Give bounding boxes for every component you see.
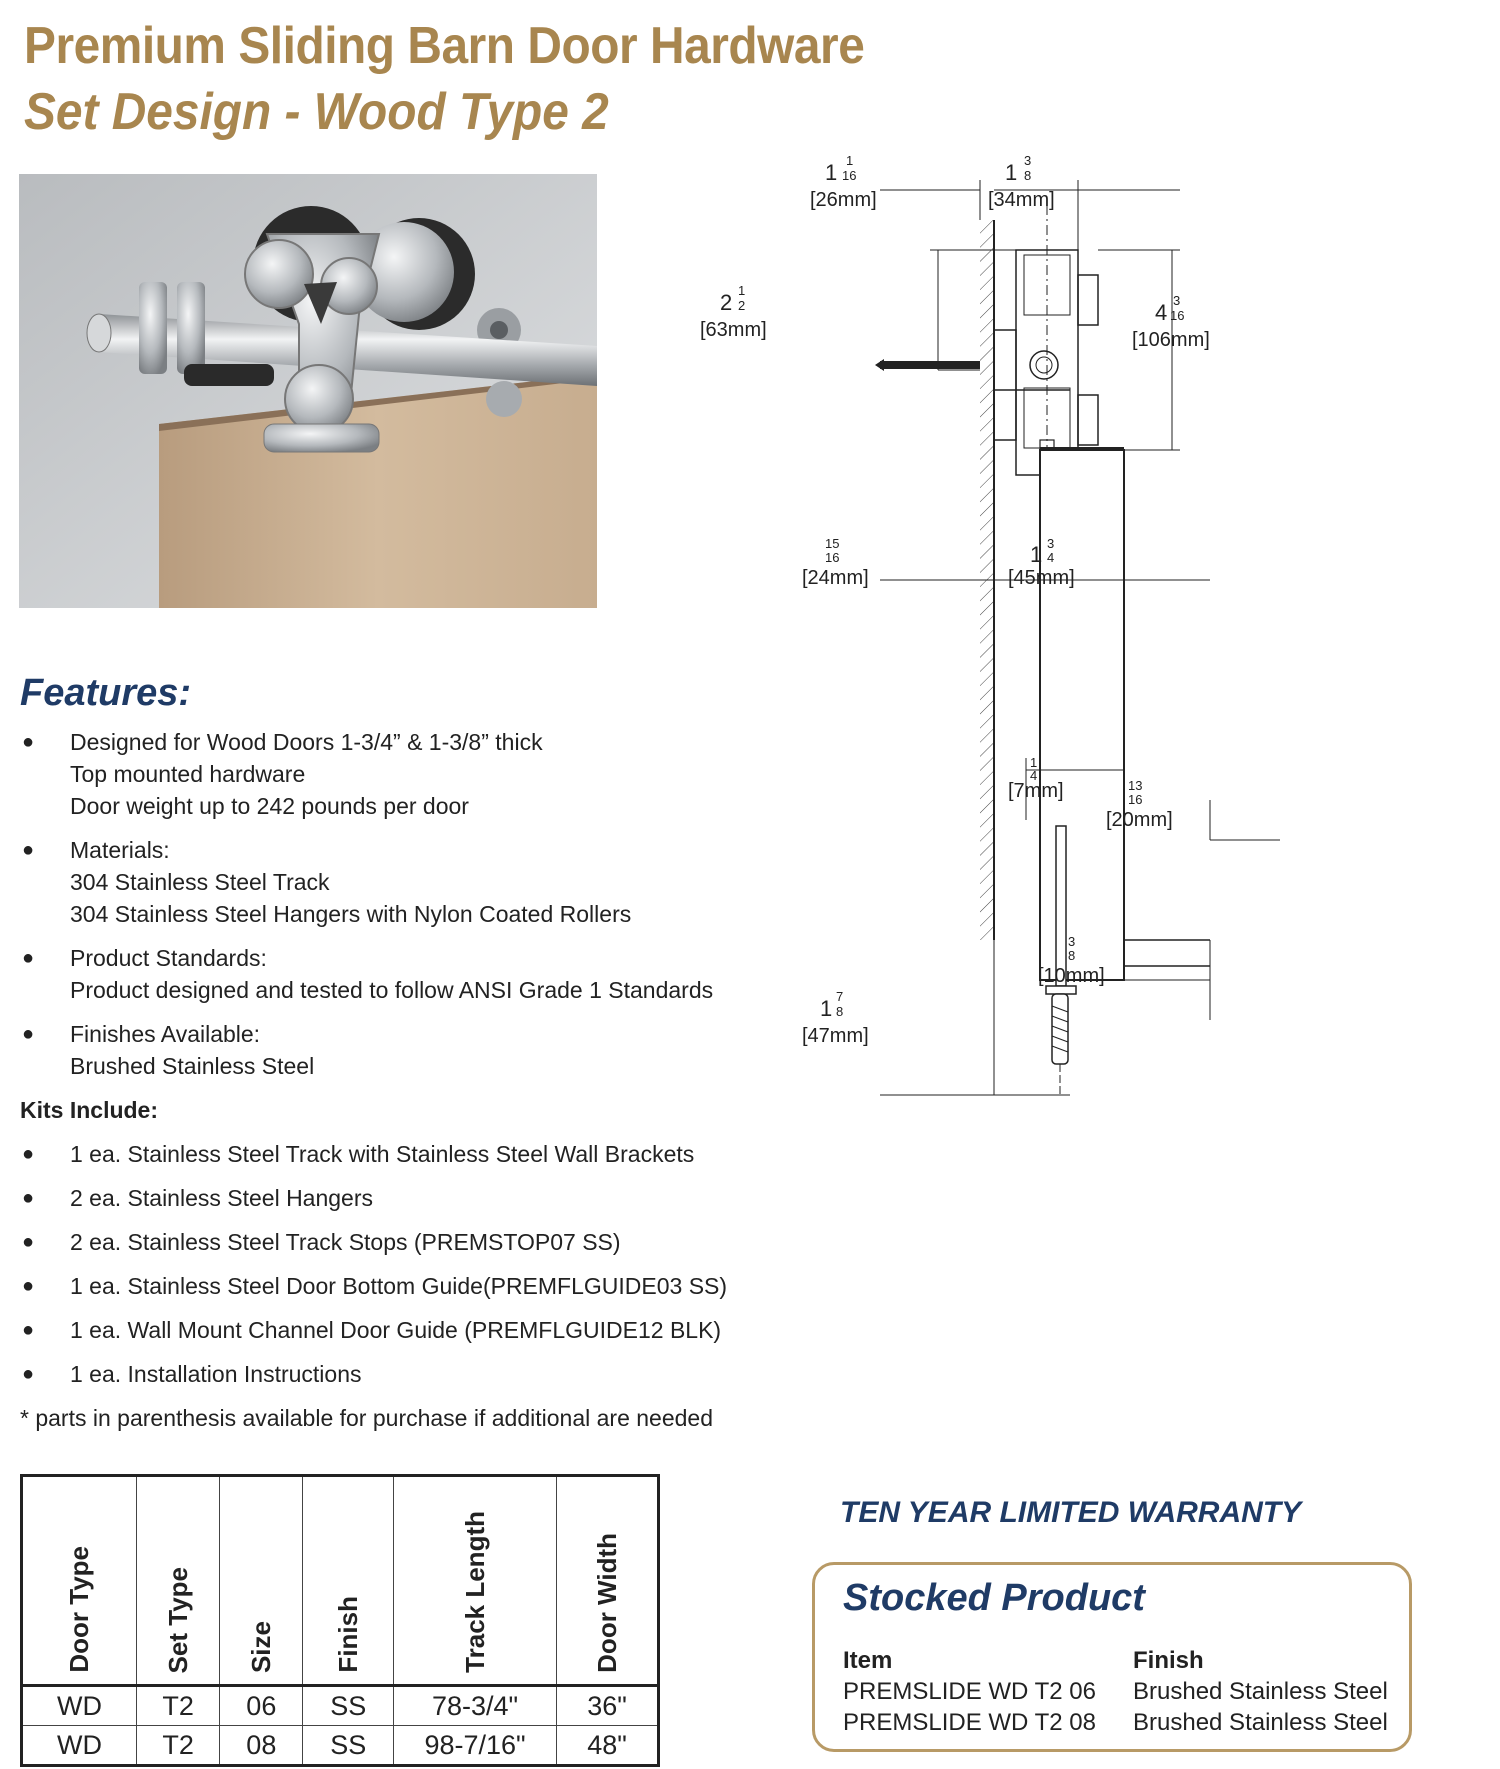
bullet-icon: ● (22, 1023, 35, 1045)
dim-hanger-height-text (1120, 290, 1240, 360)
bullet-icon: ● (22, 731, 35, 753)
bullet-icon: ● (22, 1363, 35, 1385)
svg-text:4: 4 (1047, 550, 1055, 565)
col-header-finish: Finish (303, 1476, 394, 1686)
svg-text:13: 13 (1128, 778, 1143, 793)
bullet-icon: ● (22, 1143, 35, 1165)
list-item: PREMSLIDE WD T2 08 Brushed Stainless Steel (843, 1709, 1388, 1736)
svg-text:[45mm]: [45mm] (1008, 567, 1075, 589)
bullet-icon: ● (22, 1275, 35, 1297)
svg-text:2: 2 (738, 298, 746, 313)
col-header-finish: Finish (1133, 1647, 1204, 1674)
svg-text:[24mm]: [24mm] (802, 567, 869, 589)
svg-text:[47mm]: [47mm] (802, 1025, 869, 1047)
svg-text:16: 16 (1128, 792, 1143, 807)
svg-text:3: 3 (1024, 153, 1032, 168)
svg-text:[63mm]: [63mm] (700, 319, 767, 341)
dim-wall-gap (802, 536, 869, 589)
svg-text:1: 1 (738, 283, 746, 298)
svg-text:1: 1 (825, 160, 838, 185)
svg-text:[10mm]: [10mm] (1038, 965, 1105, 987)
dim-mount-height (700, 283, 767, 341)
page-title: Premium Sliding Barn Door Hardware (24, 17, 865, 75)
svg-text:4: 4 (1155, 300, 1168, 325)
svg-text:[106mm]: [106mm] (1132, 329, 1210, 351)
svg-text:1: 1 (846, 153, 854, 168)
page-subtitle: Set Design - Wood Type 2 (24, 83, 609, 141)
spec-table (20, 1474, 660, 1767)
kit-item: ● 1 ea. Stainless Steel Door Bottom Guide(PREMFLGUIDE03 SS) (20, 1270, 740, 1302)
features-heading: Features: (20, 672, 192, 714)
svg-text:16: 16 (825, 550, 840, 565)
svg-text:1: 1 (1030, 755, 1038, 770)
svg-text:1: 1 (1030, 542, 1043, 567)
stocked-heading: Stocked Product (843, 1577, 1145, 1619)
col-header-item: Item (843, 1647, 893, 1674)
bullet-icon: ● (22, 947, 35, 969)
dim-top-left (810, 153, 877, 211)
svg-text:[20mm]: [20mm] (1106, 809, 1173, 831)
col-header-door-type: Door Type (22, 1476, 137, 1686)
table-row: WD T2 06 SS 78-3/4" 36" (22, 1686, 659, 1726)
kit-item: ● 1 ea. Wall Mount Channel Door Guide (PREMFLGUIDE12 BLK) (20, 1314, 740, 1346)
kit-item: ● 1 ea. Stainless Steel Track with Stainless Steel Wall Brackets (20, 1138, 740, 1170)
svg-text:2: 2 (720, 290, 733, 315)
stocked-product-box (812, 1562, 1412, 1752)
feature-item: ● Product Standards: Product designed and tested to follow ANSI Grade 1 Standards (20, 942, 740, 1006)
col-header-track-length: Track Length (394, 1476, 557, 1686)
feature-item: ● Finishes Available: Brushed Stainless Steel (20, 1018, 740, 1082)
svg-text:1: 1 (820, 996, 833, 1021)
svg-text:3: 3 (1047, 536, 1055, 551)
svg-text:16: 16 (1170, 308, 1185, 323)
col-header-door-width: Door Width (557, 1476, 659, 1686)
svg-text:[26mm]: [26mm] (810, 189, 877, 211)
kit-item: ● 1 ea. Installation Instructions (20, 1358, 740, 1390)
warranty-text: TEN YEAR LIMITED WARRANTY (840, 1496, 1302, 1529)
kit-item: ● 2 ea. Stainless Steel Hangers (20, 1182, 740, 1214)
list-item: PREMSLIDE WD T2 06 Brushed Stainless Steel (843, 1678, 1388, 1705)
dim-top-right (988, 153, 1055, 211)
svg-text:3: 3 (1173, 293, 1181, 308)
svg-text:4: 4 (1030, 768, 1038, 783)
parts-note: * parts in parenthesis available for purchase if additional are needed (20, 1405, 713, 1431)
table-row: WD T2 08 SS 98-7/16" 48" (22, 1726, 659, 1766)
features-list (20, 726, 740, 1434)
product-photo (19, 174, 597, 608)
svg-text:8: 8 (836, 1004, 844, 1019)
svg-text:3: 3 (1068, 934, 1076, 949)
kit-item: ● 2 ea. Stainless Steel Track Stops (PREMSTOP07 SS) (20, 1226, 740, 1258)
feature-item: ● Materials: 304 Stainless Steel Track 304 Stainless Steel Hangers with Nylon Coated Rollers (20, 834, 740, 930)
svg-text:8: 8 (1068, 948, 1076, 963)
feature-item: ● Designed for Wood Doors 1-3/4” & 1-3/8” thick Top mounted hardware Door weight up to 242 pounds per door (20, 726, 740, 822)
bullet-icon: ● (22, 839, 35, 861)
bullet-icon: ● (22, 1187, 35, 1209)
bullet-icon: ● (22, 1319, 35, 1341)
dimension-drawing (700, 150, 1360, 1110)
svg-text:[34mm]: [34mm] (988, 189, 1055, 211)
bullet-icon: ● (22, 1231, 35, 1253)
dim-bottom (802, 989, 869, 1047)
col-header-set-type: Set Type (137, 1476, 220, 1686)
svg-text:7: 7 (836, 989, 844, 1004)
col-header-size: Size (220, 1476, 303, 1686)
kits-heading: Kits Include: (20, 1097, 159, 1123)
svg-text:16: 16 (842, 168, 857, 183)
svg-text:1: 1 (1005, 160, 1018, 185)
svg-text:15: 15 (825, 536, 840, 551)
svg-text:8: 8 (1024, 168, 1032, 183)
svg-text:[7mm]: [7mm] (1008, 780, 1064, 802)
